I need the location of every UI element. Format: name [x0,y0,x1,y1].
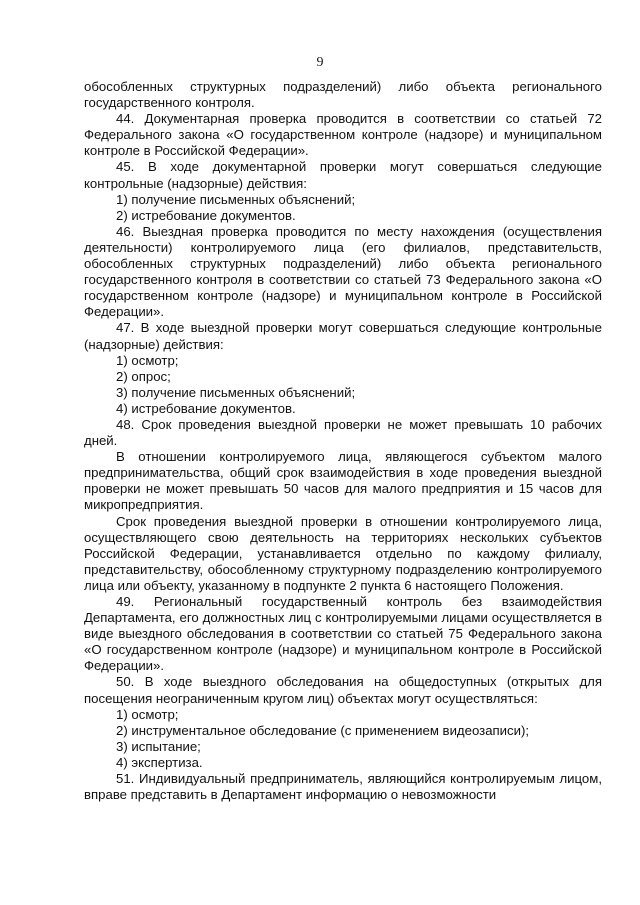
list-item: 1) осмотр; [116,706,179,722]
list-item: 2) опрос; [116,368,171,384]
paragraph-45: 45. В ходе документарной проверки могут совершаться следующие контрольные (надзорные) действия: [84,159,602,191]
paragraph-48-multi-region: Срок проведения выездной проверки в отношении контролируемого лица, осуществляющего свою деятельность на территориях нескольких субъектов Российской Федерации, устанавливается отдельно по каждому филиалу, представительству, обособленному структурному подразделению контролируемого лица или объекту, указанному в подпункте 2 пункта 6 настоящего Положения. [84,513,602,593]
paragraph-46: 46. Выездная проверка проводится по месту нахождения (осуществления деятельности) контролируемого лица (его филиалов, представительств, обособленных структурных подразделений) либо объекта регионального государственного контроля в соответствии со статьей 73 Федерального закона «О государственном контроле (надзоре) и муниципальном контроле в Российской Федерации». [84,223,602,320]
list-item: 1) осмотр; [116,352,179,368]
list-item: 2) истребование документов. [116,207,296,223]
paragraph-48: 48. Срок проведения выездной проверки не может превышать 10 рабочих дней. [84,416,602,449]
paragraph-44: 44. Документарная проверка проводится в соответствии со статьей 72 Федерального закона «О государственном контроле (надзоре) и муниципальном контроле в Российской Федерации». [84,111,602,159]
paragraph-51: 51. Индивидуальный предприниматель, являющийся контролируемым лицом, вправе представить в Департамент информацию о невозможности [84,771,602,803]
list-item: 3) получение письменных объяснений; [116,384,356,400]
page-number: 9 [316,55,324,70]
paragraph-48-small-business: В отношении контролируемого лица, являющегося субъектом малого предпринимательства, общий срок взаимодействия в ходе проведения выездной проверки не может превышать 50 часов для малого предприятия и 15 часов для микропредприятия. [84,449,602,513]
paragraph-47: 47. В ходе выездной проверки могут совершаться следующие контрольные (надзорные) действия: [84,320,602,352]
paragraph-50: 50. В ходе выездного обследования на общедоступных (открытых для посещения неограниченным кругом лиц) объектах могут осуществляться: [84,674,602,706]
list-item: 2) инструментальное обследование (с применением видеозаписи); [116,722,530,738]
list-item: 4) истребование документов. [116,400,296,416]
list-item: 1) получение письменных объяснений; [116,191,356,207]
document-body [84,79,602,803]
paragraph-continuation: обособленных структурных подразделений) либо объекта регионального государственного контроля. [84,79,602,111]
list-item: 4) экспертиза. [116,754,203,770]
paragraph-49: 49. Региональный государственный контроль без взаимодействия Департамента, его должностных лиц с контролируемыми лицами осуществляется в виде выездного обследования в соответствии со статьей 75 Федерального закона «О государственном контроле (надзоре) и муниципальном контроле в Российской Федерации». [84,594,602,674]
list-item: 3) испытание; [116,738,201,754]
